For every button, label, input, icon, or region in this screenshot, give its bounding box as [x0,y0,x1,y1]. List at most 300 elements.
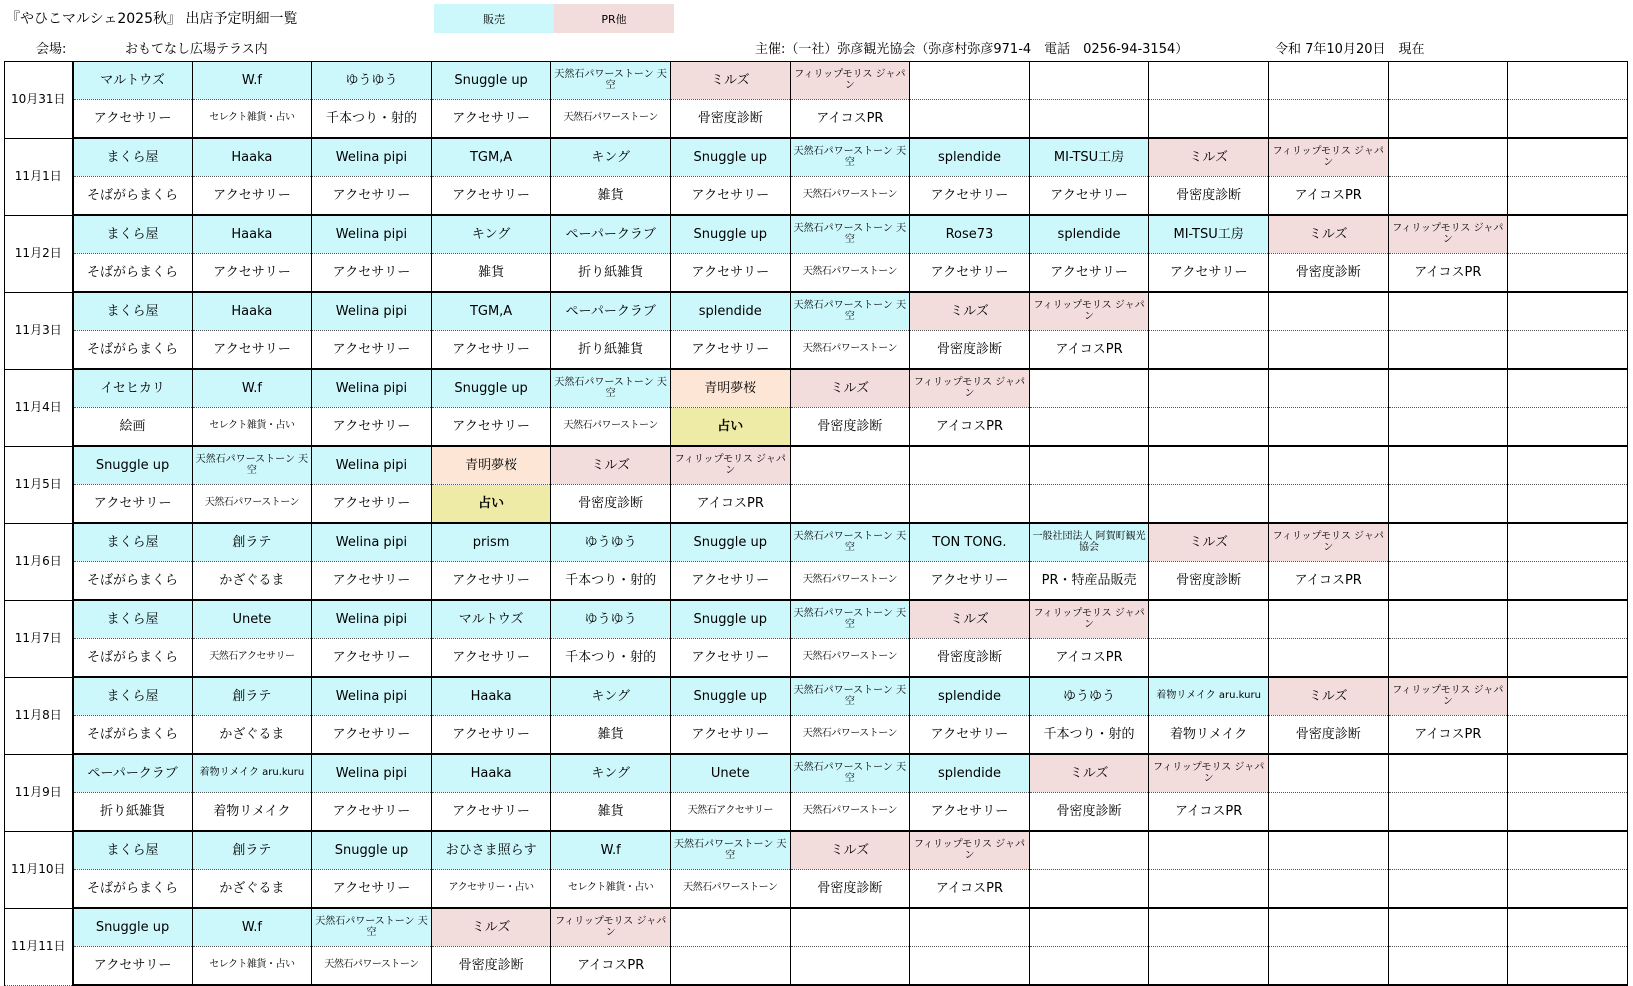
shop-cell: フィリップモリス ジャパン [1388,215,1508,254]
shop-cell: Welina pipi [312,754,432,793]
empty-cell [1388,177,1508,216]
shop-cell: 天然石パワーストーン 天空 [790,215,910,254]
empty-cell [1388,446,1508,485]
category-cell: アクセサリー [431,562,551,601]
empty-cell [670,908,790,947]
shop-cell: ゆうゆう [551,523,671,562]
shop-cell: フィリップモリス ジャパン [1268,523,1388,562]
empty-cell [1029,100,1149,139]
category-cell: 骨密度診断 [910,639,1030,678]
empty-cell [1149,485,1269,524]
shop-cell: ミルズ [1029,754,1149,793]
category-cell: 骨密度診断 [1149,177,1269,216]
empty-cell [910,485,1030,524]
category-cell: 骨密度診断 [910,331,1030,370]
shop-cell: フィリップモリス ジャパン [1268,138,1388,177]
date-cell: 11月1日 [5,138,73,215]
empty-cell [1388,100,1508,139]
category-cell: セレクト雑貨・占い [192,408,312,447]
empty-cell [1268,369,1388,408]
day-category-row [5,331,1628,370]
empty-cell [910,62,1030,100]
shop-cell: Haaka [431,677,551,716]
empty-cell [1388,831,1508,870]
category-cell: アクセサリー [312,485,432,524]
shop-cell: splendide [910,677,1030,716]
shop-cell: Snuggle up [73,446,193,485]
shop-cell: ペーパークラブ [73,754,193,793]
page-title: 『やひこマルシェ2025秋』 出店予定明細一覧 [6,11,298,27]
empty-cell [1508,408,1628,447]
shop-cell: TON TONG. [910,523,1030,562]
category-cell: アクセサリー [910,562,1030,601]
schedule-body [5,62,1628,986]
empty-cell [1029,446,1149,485]
category-cell: 天然石パワーストーン [551,408,671,447]
category-cell: 天然石パワーストーン [670,870,790,909]
empty-cell [1508,485,1628,524]
shop-cell: ミルズ [790,831,910,870]
empty-cell [1268,831,1388,870]
category-cell: 骨密度診断 [1149,562,1269,601]
day-shop-row [5,369,1628,408]
category-cell: 千本つり・射的 [551,639,671,678]
category-cell: 折り紙雑貨 [73,793,193,832]
shop-cell: おひさま照らす [431,831,551,870]
empty-cell [1268,331,1388,370]
empty-cell [1268,600,1388,639]
category-cell: 骨密度診断 [790,408,910,447]
category-cell: 天然石パワーストーン [790,177,910,216]
shop-cell: マルトウズ [73,62,193,100]
empty-cell [1029,908,1149,947]
date-cell: 11月4日 [5,369,73,446]
category-cell: アイコスPR [1268,562,1388,601]
shop-cell: 一般社団法人 阿賀町観光協会 [1029,523,1149,562]
empty-cell [1508,831,1628,870]
category-cell: アイコスPR [1029,639,1149,678]
empty-cell [1388,138,1508,177]
shop-cell: マルトウズ [431,600,551,639]
category-cell: アクセサリー [312,870,432,909]
shop-cell: ミルズ [1149,138,1269,177]
empty-cell [1508,62,1628,100]
organizer-info: 主催:（一社）弥彦観光協会（弥彦村弥彦971-4 電話 0256-94-3154） [755,42,1189,57]
empty-cell [1508,600,1628,639]
category-cell: アクセサリー・占い [431,870,551,909]
category-cell: 千本つり・射的 [312,100,432,139]
day-shop-row [5,831,1628,870]
empty-cell [1149,369,1269,408]
shop-cell: ミルズ [1149,523,1269,562]
empty-cell [1029,369,1149,408]
empty-cell [1268,100,1388,139]
day-shop-row [5,62,1628,100]
category-cell: そばがらまくら [73,177,193,216]
shop-cell: MI-TSU工房 [1149,215,1269,254]
day-category-row [5,870,1628,909]
shop-cell: Snuggle up [312,831,432,870]
shop-cell: Welina pipi [312,523,432,562]
category-cell: アクセサリー [73,485,193,524]
empty-cell [1508,754,1628,793]
day-category-row [5,485,1628,524]
category-cell: セレクト雑貨・占い [192,100,312,139]
shop-cell: 創ラテ [192,523,312,562]
shop-cell: 着物リメイク aru.kuru [1149,677,1269,716]
category-cell: 折り紙雑貨 [551,254,671,293]
shop-cell: 青明夢桜 [670,369,790,408]
shop-cell: キング [431,215,551,254]
empty-cell [1149,331,1269,370]
shop-cell: フィリップモリス ジャパン [1149,754,1269,793]
shop-cell: TGM,A [431,138,551,177]
category-cell: アクセサリー [312,331,432,370]
empty-cell [1508,446,1628,485]
category-cell: アクセサリー [312,716,432,755]
shop-cell: Snuggle up [670,600,790,639]
date-cell: 11月9日 [5,754,73,831]
empty-cell [1508,793,1628,832]
category-cell: アイコスPR [910,408,1030,447]
category-cell: アクセサリー [670,254,790,293]
shop-cell: ペーパークラブ [551,215,671,254]
shop-cell: Haaka [431,754,551,793]
shop-cell: まくら屋 [73,138,193,177]
empty-cell [1268,292,1388,331]
category-cell: 骨密度診断 [431,947,551,986]
category-cell: アクセサリー [670,639,790,678]
empty-cell [1268,408,1388,447]
category-cell: アクセサリー [910,177,1030,216]
shop-cell: Welina pipi [312,446,432,485]
empty-cell [1268,754,1388,793]
shop-cell: Rose73 [910,215,1030,254]
empty-cell [1388,600,1508,639]
category-cell: そばがらまくら [73,639,193,678]
empty-cell [1268,485,1388,524]
shop-cell: Snuggle up [670,215,790,254]
day-category-row [5,562,1628,601]
category-cell: 絵画 [73,408,193,447]
empty-cell [1508,677,1628,716]
category-cell: 骨密度診断 [1268,716,1388,755]
day-shop-row [5,138,1628,177]
shop-cell: フィリップモリス ジャパン [670,446,790,485]
date-cell: 11月2日 [5,215,73,292]
category-cell: アイコスPR [1268,177,1388,216]
shop-cell: 青明夢桜 [431,446,551,485]
category-cell: アクセサリー [670,177,790,216]
category-cell: アイコスPR [790,100,910,139]
category-cell: 雑貨 [551,716,671,755]
shop-cell: ペーパークラブ [551,292,671,331]
empty-cell [1388,793,1508,832]
category-cell: セレクト雑貨・占い [192,947,312,986]
shop-cell: まくら屋 [73,677,193,716]
shop-cell: ミルズ [910,292,1030,331]
shop-cell: splendide [1029,215,1149,254]
category-cell: アクセサリー [910,254,1030,293]
category-cell: アクセサリー [431,177,551,216]
day-category-row [5,947,1628,986]
shop-cell: splendide [670,292,790,331]
empty-cell [910,947,1030,986]
day-category-row [5,254,1628,293]
day-category-row [5,177,1628,216]
shop-cell: フィリップモリス ジャパン [1388,677,1508,716]
category-cell: アクセサリー [1029,254,1149,293]
day-category-row [5,408,1628,447]
empty-cell [1388,369,1508,408]
empty-cell [1388,754,1508,793]
empty-cell [790,446,910,485]
category-cell: アクセサリー [192,331,312,370]
category-cell: セレクト雑貨・占い [551,870,671,909]
shop-cell: まくら屋 [73,215,193,254]
empty-cell [1388,292,1508,331]
date-cell: 11月6日 [5,523,73,600]
category-cell: 骨密度診断 [1268,254,1388,293]
category-cell: そばがらまくら [73,716,193,755]
empty-cell [1508,292,1628,331]
category-cell: アイコスPR [1388,254,1508,293]
empty-cell [1149,908,1269,947]
shop-cell: Haaka [192,215,312,254]
empty-cell [1149,446,1269,485]
shop-cell: TGM,A [431,292,551,331]
shop-cell: splendide [910,754,1030,793]
shop-cell: ミルズ [551,446,671,485]
empty-cell [1149,831,1269,870]
schedule-table [4,61,1628,986]
category-cell: かざぐるま [192,870,312,909]
shop-cell: 天然石パワーストーン 天空 [790,138,910,177]
day-shop-row [5,215,1628,254]
date-cell: 10月31日 [5,62,73,139]
shop-cell: MI-TSU工房 [1029,138,1149,177]
shop-cell: 着物リメイク aru.kuru [192,754,312,793]
category-cell: かざぐるま [192,562,312,601]
day-shop-row [5,754,1628,793]
day-shop-row [5,677,1628,716]
date-cell: 11月8日 [5,677,73,754]
shop-cell: フィリップモリス ジャパン [790,62,910,100]
category-cell: アクセサリー [312,639,432,678]
empty-cell [1508,947,1628,986]
shop-cell: フィリップモリス ジャパン [551,908,671,947]
empty-cell [1508,138,1628,177]
shop-cell: Snuggle up [670,138,790,177]
category-cell: そばがらまくら [73,331,193,370]
shop-cell: W.f [551,831,671,870]
shop-cell: ゆうゆう [312,62,432,100]
empty-cell [1268,793,1388,832]
date-cell: 11月10日 [5,831,73,908]
category-cell: アクセサリー [312,793,432,832]
shop-cell: フィリップモリス ジャパン [1029,600,1149,639]
category-cell: アイコスPR [670,485,790,524]
shop-cell: ミルズ [431,908,551,947]
category-cell: 骨密度診断 [790,870,910,909]
category-cell: アクセサリー [73,100,193,139]
empty-cell [1388,870,1508,909]
empty-cell [1508,562,1628,601]
category-cell: 折り紙雑貨 [551,331,671,370]
shop-cell: 天然石パワーストーン 天空 [790,523,910,562]
shop-cell: Welina pipi [312,215,432,254]
empty-cell [790,908,910,947]
empty-cell [1388,562,1508,601]
shop-cell: ミルズ [670,62,790,100]
shop-cell: まくら屋 [73,523,193,562]
category-cell: アクセサリー [312,562,432,601]
category-cell: 着物リメイク [1149,716,1269,755]
category-cell: 天然石パワーストーン [790,793,910,832]
shop-cell: 天然石パワーストーン 天空 [551,369,671,408]
shop-cell: Haaka [192,138,312,177]
category-cell: かざぐるま [192,716,312,755]
category-cell: アクセサリー [910,793,1030,832]
shop-cell: Haaka [192,292,312,331]
shop-cell: Snuggle up [670,677,790,716]
day-shop-row [5,523,1628,562]
category-cell: 骨密度診断 [551,485,671,524]
category-cell: アクセサリー [431,331,551,370]
shop-cell: W.f [192,908,312,947]
category-cell: 天然石パワーストーン [312,947,432,986]
shop-cell: ゆうゆう [1029,677,1149,716]
shop-cell: ゆうゆう [551,600,671,639]
empty-cell [1029,947,1149,986]
category-cell: 天然石パワーストーン [790,331,910,370]
shop-cell: まくら屋 [73,831,193,870]
category-cell: 雑貨 [551,177,671,216]
shop-cell: 創ラテ [192,831,312,870]
category-cell: そばがらまくら [73,254,193,293]
category-cell: 千本つり・射的 [1029,716,1149,755]
category-cell: 天然石パワーストーン [551,100,671,139]
date-cell: 11月5日 [5,446,73,523]
day-shop-row [5,908,1628,947]
empty-cell [1508,100,1628,139]
day-category-row [5,716,1628,755]
shop-cell: フィリップモリス ジャパン [1029,292,1149,331]
empty-cell [1029,62,1149,100]
category-cell: アクセサリー [192,177,312,216]
shop-cell: Snuggle up [73,908,193,947]
empty-cell [790,485,910,524]
shop-cell: splendide [910,138,1030,177]
empty-cell [1508,639,1628,678]
empty-cell [1508,523,1628,562]
legend-sale: 販売 [434,4,554,33]
category-cell: アクセサリー [1149,254,1269,293]
category-cell: そばがらまくら [73,870,193,909]
shop-cell: フィリップモリス ジャパン [910,369,1030,408]
category-cell: アクセサリー [670,562,790,601]
category-cell: アイコスPR [1149,793,1269,832]
category-cell: 天然石パワーストーン [790,254,910,293]
legend-pr: PR他 [554,4,674,33]
empty-cell [1508,177,1628,216]
empty-cell [1268,446,1388,485]
date-stamp: 令和 7年10月20日 現在 [1275,42,1425,57]
shop-cell: ミルズ [910,600,1030,639]
category-cell: アクセサリー [910,716,1030,755]
category-cell: 千本つり・射的 [551,562,671,601]
shop-cell: 天然石パワーストーン 天空 [790,600,910,639]
category-cell: 天然石パワーストーン [790,562,910,601]
category-cell: アクセサリー [431,100,551,139]
category-cell: アクセサリー [1029,177,1149,216]
category-cell: アクセサリー [670,716,790,755]
category-cell: 骨密度診断 [1029,793,1149,832]
category-cell: アイコスPR [551,947,671,986]
day-shop-row [5,600,1628,639]
empty-cell [1268,947,1388,986]
category-cell: アクセサリー [312,408,432,447]
shop-cell: キング [551,138,671,177]
empty-cell [910,100,1030,139]
shop-cell: ミルズ [1268,215,1388,254]
shop-cell: 天然石パワーストーン 天空 [670,831,790,870]
shop-cell: ミルズ [1268,677,1388,716]
empty-cell [1268,639,1388,678]
empty-cell [1149,292,1269,331]
empty-cell [1029,485,1149,524]
empty-cell [1149,947,1269,986]
shop-cell: キング [551,754,671,793]
category-cell: アクセサリー [431,716,551,755]
empty-cell [1029,870,1149,909]
empty-cell [1388,485,1508,524]
empty-cell [670,947,790,986]
day-category-row [5,100,1628,139]
category-cell: 骨密度診断 [670,100,790,139]
empty-cell [1149,62,1269,100]
shop-cell: まくら屋 [73,600,193,639]
empty-cell [1268,870,1388,909]
shop-cell: Unete [670,754,790,793]
shop-cell: キング [551,677,671,716]
day-category-row [5,793,1628,832]
shop-cell: Unete [192,600,312,639]
category-cell: アクセサリー [431,639,551,678]
shop-cell: イセヒカリ [73,369,193,408]
empty-cell [1508,369,1628,408]
empty-cell [910,446,1030,485]
category-cell: アクセサリー [431,793,551,832]
day-shop-row [5,446,1628,485]
category-cell: アクセサリー [312,177,432,216]
empty-cell [1268,62,1388,100]
shop-cell: Snuggle up [431,369,551,408]
empty-cell [1508,870,1628,909]
shop-cell: prism [431,523,551,562]
category-cell: アイコスPR [910,870,1030,909]
empty-cell [1268,908,1388,947]
empty-cell [910,908,1030,947]
date-cell: 11月3日 [5,292,73,369]
category-cell: 天然石アクセサリー [670,793,790,832]
shop-cell: Welina pipi [312,677,432,716]
category-cell: アイコスPR [1388,716,1508,755]
shop-cell: フィリップモリス ジャパン [910,831,1030,870]
shop-cell: 天然石パワーストーン 天空 [790,677,910,716]
shop-cell: Snuggle up [670,523,790,562]
category-cell: 雑貨 [551,793,671,832]
